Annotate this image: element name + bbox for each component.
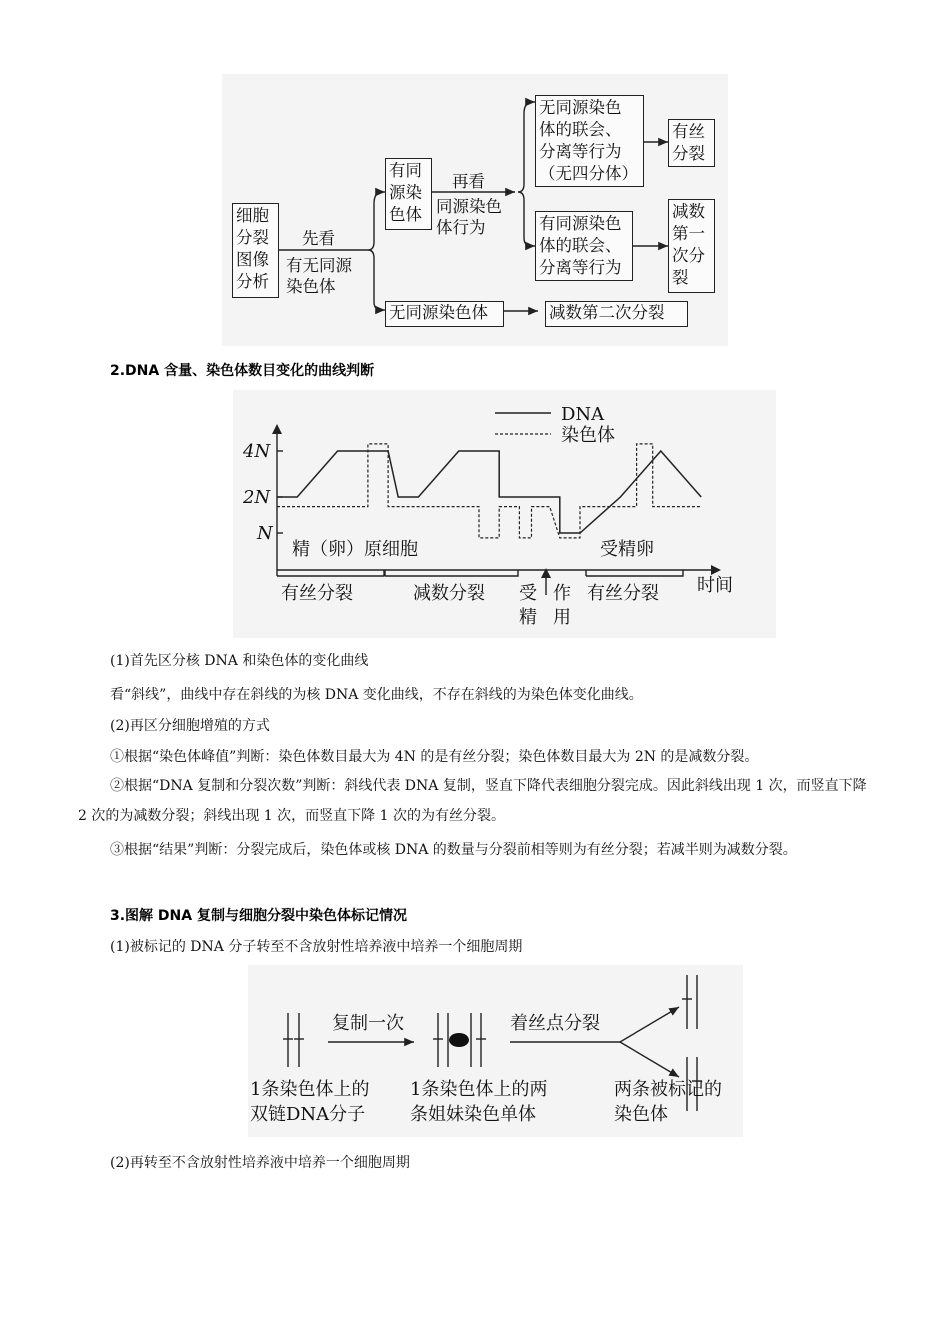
para-6 — [78, 835, 878, 865]
caption-chromatids: 1条染色体上的两 条姐妹染色单体 — [410, 1079, 548, 1125]
step2-bottom-label: 同源染色 体行为 — [436, 197, 502, 237]
meiosis1-box: 减数 第一 次分 裂 — [668, 199, 715, 293]
step1-top-label: 先看 — [302, 229, 335, 248]
para-1: (1)首先区分核 DNA 和染色体的变化曲线 — [110, 653, 369, 669]
has-homolog-box: 有同 源染 色体 — [385, 158, 432, 230]
phase-label-fertilization-2: 精 — [519, 607, 537, 628]
legend-dna-label: DNA — [561, 404, 605, 425]
para-4: ①根据“染色体峰值”判断：染色体数目最大为 4N 的是有丝分裂；染色体数目最大为 2N 的是减数分裂。 — [110, 749, 759, 765]
arrow2-label: 着丝点分裂 — [510, 1013, 600, 1034]
section3-title: 3.图解 DNA 复制与细胞分裂中染色体标记情况 — [110, 908, 407, 924]
phase-label-action-1: 作 — [553, 583, 571, 604]
phase-label-action-2: 用 — [553, 607, 571, 628]
dna-chromosome-chart — [233, 390, 776, 638]
caption-labeled: 两条被标记的 染色体 — [614, 1079, 722, 1125]
para-2: 看“斜线”，曲线中存在斜线的为核 DNA 变化曲线，不存在斜线的为染色体变化曲线。 — [110, 687, 643, 703]
y-axis-arrowhead — [272, 424, 282, 434]
caption-dna: 1条染色体上的 双链DNA分子 — [250, 1079, 370, 1125]
arrow1-label: 复制一次 — [332, 1013, 404, 1034]
series-dna-line — [277, 451, 701, 533]
phase-label-mitosis-2: 有丝分裂 — [587, 583, 659, 604]
synapsis-box: 有同源染色 体的联会、 分离等行为 — [535, 211, 633, 281]
para-6-text: ③根据“结果”判断：分裂完成后，染色体或核 DNA 的数量与分裂前相等则为有丝分裂；若减半则为减数分裂。 — [110, 842, 797, 858]
mitosis-box: 有丝 分裂 — [668, 119, 715, 167]
series-chromosome-line — [277, 444, 701, 538]
region-label-germ-cell: 精（卵）原细胞 — [292, 539, 418, 560]
no-homolog-box: 无同源染色体 — [385, 301, 504, 327]
flowchart-figure — [222, 74, 728, 346]
section2-title: 2.DNA 含量、染色体数目变化的曲线判断 — [110, 363, 375, 379]
labeling-diagram — [248, 965, 743, 1137]
para-5-text: ②根据“DNA 复制和分裂次数”判断：斜线代表 DNA 复制，竖直下降代表细胞分裂完成。因此斜线出现 1 次，而竖直下降 2 次的为减数分裂；斜线出现 1 次，而竖直下降 1 次的为有丝分裂。 — [78, 778, 867, 824]
phase-label-mitosis-1: 有丝分裂 — [281, 583, 353, 604]
phase-bracket-2 — [586, 570, 683, 576]
phase-bracket-0 — [277, 570, 384, 576]
phase-label-meiosis: 减数分裂 — [413, 583, 485, 604]
section3-sub1: (1)被标记的 DNA 分子转至不含放射性培养液中培养一个细胞周期 — [110, 939, 523, 955]
step1-bottom-label: 有无同源 染色体 — [286, 256, 352, 296]
region-label-zygote: 受精卵 — [600, 539, 654, 560]
y-tick-label-n: N — [257, 523, 273, 544]
para-3: (2)再区分细胞增殖的方式 — [110, 718, 270, 734]
section3-sub2: (2)再转至不含放射性培养液中培养一个细胞周期 — [110, 1155, 410, 1171]
meiosis2-box: 减数第二次分裂 — [545, 301, 688, 327]
phase-label-fertilization-1: 受 — [519, 583, 537, 604]
y-tick-label-4n: 4N — [243, 441, 271, 462]
chart-figure — [233, 390, 776, 638]
root-box: 细胞 分裂 图像 分析 — [232, 203, 279, 298]
para-5 — [78, 771, 878, 831]
x-axis-label: 时间 — [697, 575, 733, 596]
no-synapsis-box: 无同源染色 体的联会、 分离等行为 （无四分体） — [535, 95, 644, 187]
step2-top-label: 再看 — [452, 172, 485, 191]
x-axis-arrowhead — [711, 565, 721, 575]
y-tick-label-2n: 2N — [243, 487, 271, 508]
centromere-icon — [449, 1033, 469, 1047]
phase-bracket-1 — [385, 570, 518, 576]
legend-chromosome-label: 染色体 — [561, 425, 615, 446]
